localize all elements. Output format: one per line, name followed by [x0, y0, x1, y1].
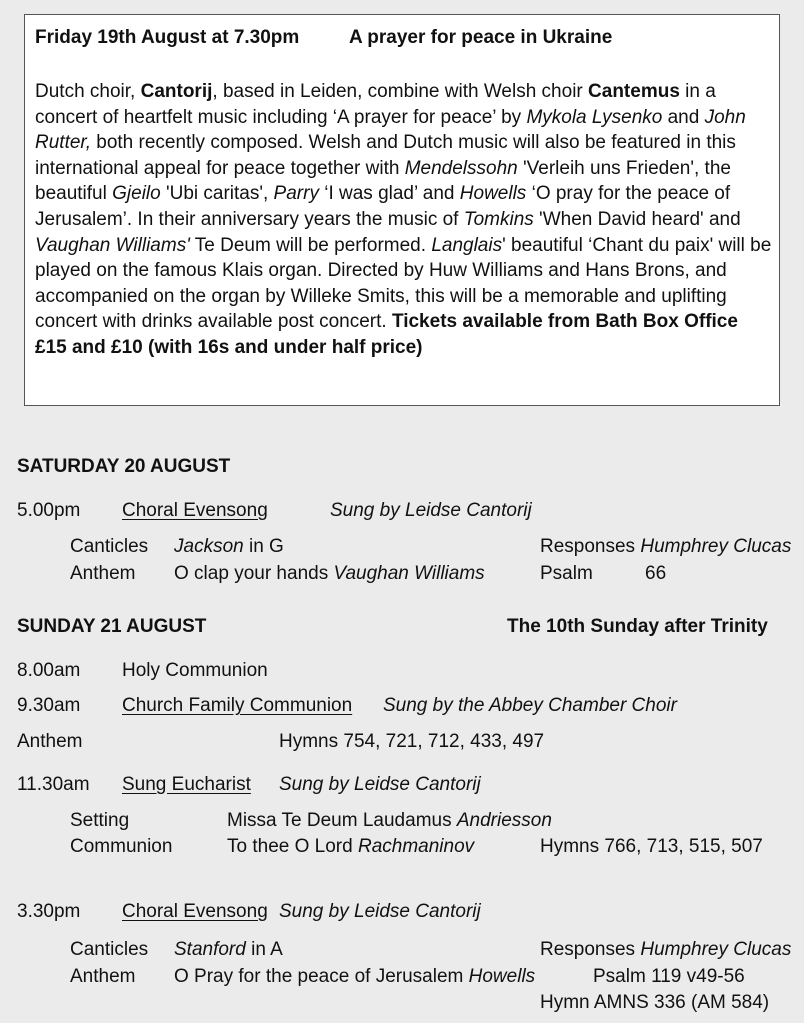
concert-description: Dutch choir, Cantorij, based in Leiden, combine with Welsh choir Cantemus in a concert of heartfelt music including ‘A prayer for peace’ by Mykola Lysenko and John Rutter, both recently composed. Welsh and Dutch music will also be featured in this international appeal for peace together with Mendelssohn 'Verleih uns Frieden', the beautiful Gjeilo 'Ubi caritas', Parry ‘I was glad’ and Howells ‘O pray for the peace of Jerusalem’. In their anniversary years the music of Tomkins 'When David heard' and Vaughan Williams' Te Deum will be performed. Langlais' beautiful ‘Chant du paix' will be played on the famous Klais organ. Directed by Huw Williams and Hans Brons, and accompanied on the organ by Willeke Smits, this will be a memorable and uplifting concert with drinks available post concert. Tickets available from Bath Box Office £15 and £10 (with 16s and under half price) [35, 81, 772, 358]
sun-setting-label: Setting [70, 810, 130, 831]
saturday-heading: SATURDAY 20 AUGUST [17, 456, 231, 477]
sun-communion-value: To thee O Lord Rachmaninov [227, 836, 475, 857]
ticket-info: Tickets available from Bath Box Office £15 and £10 (with 16s and under half price) [35, 311, 738, 358]
sat-anthem-value: O clap your hands Vaughan Williams [174, 563, 485, 584]
sat-evensong-service: Choral Evensong [122, 500, 268, 521]
sunday-subheading: The 10th Sunday after Trinity [507, 616, 768, 637]
sun-evensong-time: 3.30pm [17, 901, 81, 922]
sun-anthem-label: Anthem [70, 966, 136, 987]
sun-responses: Responses Humphrey Clucas [540, 939, 792, 960]
sat-evensong-choir: Sung by Leidse Cantorij [330, 500, 532, 521]
sun-family-communion-service: Church Family Communion [122, 695, 353, 716]
concert-date-time: Friday 19th August at 7.30pm [35, 27, 300, 48]
sun-eucharist-service: Sung Eucharist [122, 774, 251, 795]
sun-hymn: Hymn AMNS 336 (AM 584) [540, 992, 770, 1013]
sun-anthem-value: O Pray for the peace of Jerusalem Howells [174, 966, 536, 987]
sun-family-anthem-label: Anthem [17, 731, 83, 752]
sun-eucharist-choir: Sung by Leidse Cantorij [279, 774, 481, 795]
sunday-heading: SUNDAY 21 AUGUST [17, 616, 207, 637]
concert-title: A prayer for peace in Ukraine [349, 27, 613, 48]
sun-canticles-value: Stanford in A [174, 939, 283, 960]
sun-eucharist-time: 11.30am [17, 774, 90, 795]
sun-setting-value: Missa Te Deum Laudamus Andriesson [227, 810, 552, 831]
sun-holy-communion-time: 8.00am [17, 660, 81, 681]
sun-holy-communion-service: Holy Communion [122, 660, 268, 681]
sun-evensong-service: Choral Evensong [122, 901, 268, 922]
sat-evensong-time: 5.00pm [17, 500, 81, 521]
sun-family-communion-time: 9.30am [17, 695, 81, 716]
sun-communion-label: Communion [70, 836, 173, 857]
sat-responses: Responses Humphrey Clucas [540, 536, 792, 557]
sun-psalm: Psalm 119 v49-56 [593, 966, 745, 987]
sat-psalm-value: 66 [645, 563, 667, 584]
sat-canticles-value: Jackson in G [174, 536, 284, 557]
sat-canticles-label: Canticles [70, 536, 149, 557]
sun-canticles-label: Canticles [70, 939, 149, 960]
sun-evensong-choir: Sung by Leidse Cantorij [279, 901, 481, 922]
sat-anthem-label: Anthem [70, 563, 136, 584]
sun-family-hymns: Hymns 754, 721, 712, 433, 497 [279, 731, 545, 752]
sun-eucharist-hymns: Hymns 766, 713, 515, 507 [540, 836, 763, 857]
concert-notice-box [24, 14, 780, 406]
sun-family-communion-choir: Sung by the Abbey Chamber Choir [383, 695, 677, 716]
sat-psalm-label: Psalm [540, 563, 593, 584]
